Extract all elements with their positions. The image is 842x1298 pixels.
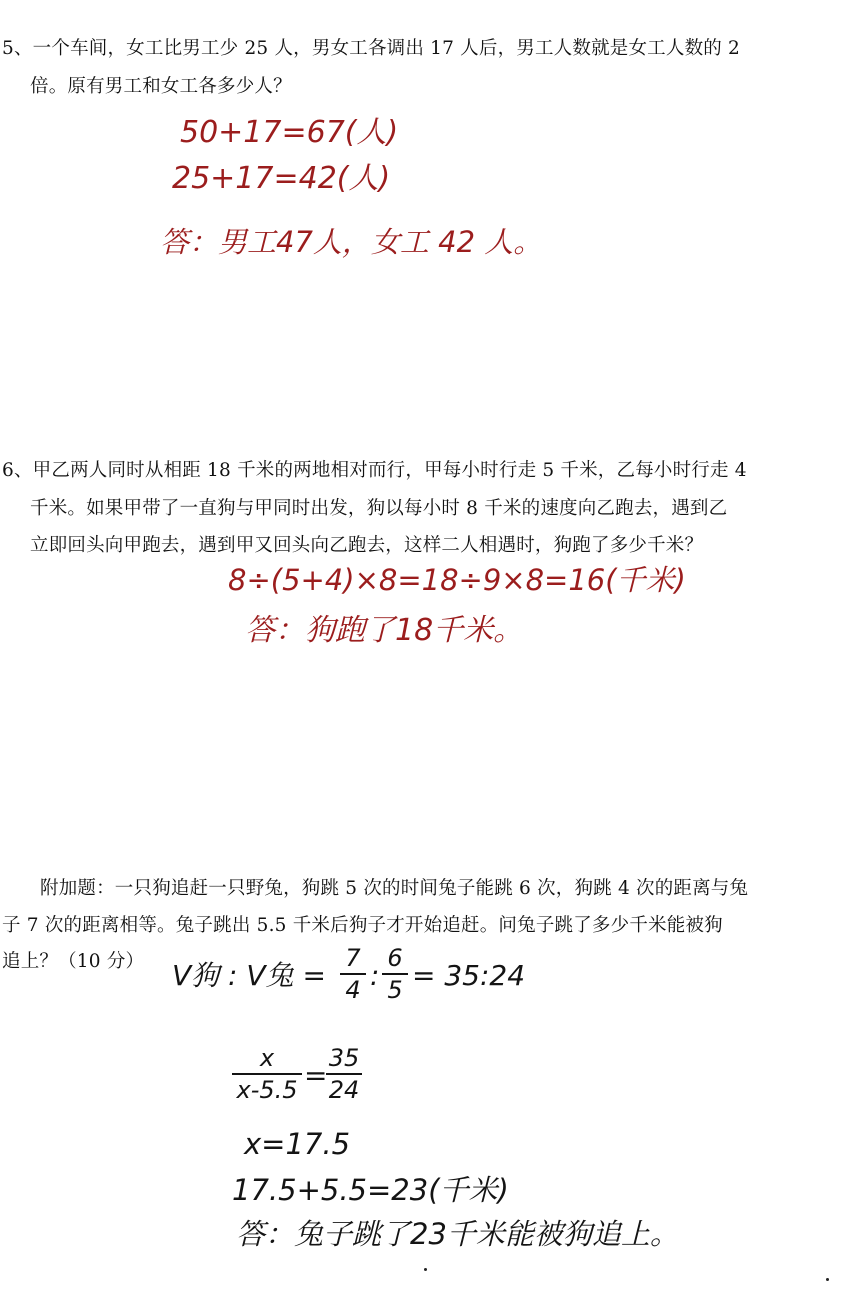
bonus-answer: 答：兔子跳了23千米能被狗追上。 <box>236 1217 679 1251</box>
bonus-total: 17.5+5.5=23(千米) <box>232 1173 509 1207</box>
fraction-numerator: 6 <box>387 944 403 972</box>
ink-dot <box>826 1278 829 1281</box>
q5-text-line1: 5、一个车间，女工比男工少 25 人，男女工各调出 17 人后，男工人数就是女工人数的 2 <box>2 38 741 59</box>
fraction-denominator: 24 <box>328 1076 360 1104</box>
q5-text-line2: 倍。原有男工和女工各多少人？ <box>30 76 292 97</box>
fraction-bar <box>382 973 408 975</box>
q5-work-line1: 50+17=67(人) <box>180 115 399 150</box>
q5-work-line2: 25+17=42(人) <box>172 161 391 196</box>
fraction-numerator: x <box>259 1044 275 1072</box>
fraction-bar <box>326 1073 362 1075</box>
fraction-denominator: 5 <box>387 976 403 1004</box>
q6-text-line2: 千米。如果甲带了一直狗与甲同时出发，狗以每小时 8 千米的速度向乙跑去，遇到乙 <box>30 498 728 519</box>
bonus-equation-equals: = <box>304 1059 328 1092</box>
fraction-denominator: x-5.5 <box>236 1076 298 1104</box>
bonus-text-line2: 子 7 次的距离相等。兔子跳出 5.5 千米后狗子才开始追赶。问兔子跳了多少千米能被狗 <box>2 915 723 936</box>
bonus-ratio-colon: : <box>370 959 380 992</box>
bonus-text-line3: 追上？（10 分） <box>2 951 145 972</box>
q6-work: 8÷(5+4)×8=18÷9×8=16(千米) <box>228 563 686 597</box>
bonus-ratio-fraction-1 <box>340 944 366 1004</box>
fraction-bar <box>232 1073 302 1075</box>
ink-dot <box>424 1268 427 1271</box>
q6-answer: 答：狗跑了18千米。 <box>245 613 524 648</box>
q6-text-line1: 6、甲乙两人同时从相距 18 千米的两地相对而行，甲每小时行走 5 千米，乙每小时行走 4 <box>2 460 747 481</box>
bonus-text-line1: 附加题：一只狗追赶一只野兔，狗跳 5 次的时间兔子能跳 6 次，狗跳 4 次的距离与兔 <box>40 878 749 899</box>
q6-text-line3: 立即回头向甲跑去，遇到甲又回头向乙跑去，这样二人相遇时，狗跑了多少千米？ <box>30 535 704 556</box>
fraction-numerator: 35 <box>328 1044 360 1072</box>
bonus-ratio-right: = 35:24 <box>412 959 526 992</box>
fraction-denominator: 4 <box>345 976 361 1004</box>
bonus-ratio-fraction-2 <box>382 944 408 1004</box>
bonus-ratio-left: V狗 : V兔 = <box>172 959 326 992</box>
q5-answer: 答：男工47人，女工 42 人。 <box>160 225 543 259</box>
fraction-numerator: 7 <box>345 944 361 972</box>
bonus-equation-left-fraction <box>232 1044 302 1104</box>
bonus-equation-right-fraction <box>326 1044 362 1104</box>
fraction-bar <box>340 973 366 975</box>
bonus-x-value: x=17.5 <box>244 1127 351 1161</box>
